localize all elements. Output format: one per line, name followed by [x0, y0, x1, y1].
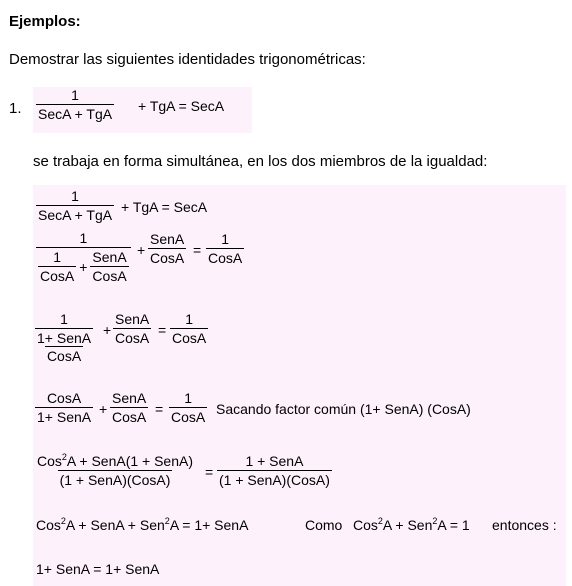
denominator: CosA [208, 250, 243, 266]
denominator: CosA [115, 330, 150, 346]
identity-fraction [36, 87, 114, 122]
denominator: CosA [172, 330, 207, 346]
equals-sign: = [158, 322, 167, 338]
numerator: 1 [79, 230, 88, 246]
exponent: 2 [432, 516, 438, 526]
numerator: SenA [115, 311, 150, 327]
step6-equation [36, 517, 248, 533]
exponent: 2 [61, 452, 67, 462]
denominator: 1+ SenA [37, 409, 92, 425]
equals-sign: = [205, 464, 214, 480]
denominator: SecA + TgA [38, 106, 113, 122]
sen-term: A + Sen [382, 517, 433, 533]
pythagorean-identity [353, 517, 470, 533]
inner-fraction [90, 249, 128, 284]
numerator: 1 [71, 188, 79, 204]
inner-numerator: 1 [53, 249, 62, 265]
denominator: (1 + SenA)(CosA) [59, 472, 171, 488]
numerator: SenA [112, 390, 147, 406]
numerator: SenA [150, 231, 185, 247]
cos-term: Cos [36, 517, 61, 533]
step1-fraction [36, 188, 114, 223]
exponent: 2 [377, 516, 383, 526]
equals-sign: = [193, 242, 202, 258]
common-factor-note: Sacando factor común (1+ SenA) (CosA) [216, 401, 471, 417]
denominator: CosA [112, 409, 147, 425]
identity-tail: + TgA = SecA [138, 98, 225, 114]
exponent: 2 [164, 516, 170, 526]
intro-text: Demostrar las siguientes identidades trigonométricas: [9, 51, 366, 68]
plus-sign: + [103, 322, 112, 338]
step3-fraction-b [113, 311, 151, 346]
cos-term: Cos [37, 453, 62, 469]
numerator: 1 [185, 311, 194, 327]
equals-sign: = [155, 401, 164, 417]
step5-fraction-right [217, 453, 332, 488]
numerator-rest: A + SenA(1 + SenA) [66, 453, 194, 469]
step4-fraction-a [35, 390, 93, 425]
inner-denominator: CosA [92, 268, 127, 284]
numerator: 1 + SenA [245, 453, 304, 469]
step4-fraction-b [110, 390, 148, 425]
denominator: (1 + SenA)(CosA) [219, 472, 330, 488]
step5-fraction-left [35, 453, 195, 488]
denominator: CosA [150, 250, 185, 266]
final-equation: 1+ SenA = 1+ SenA [36, 561, 160, 577]
exponent: 2 [60, 516, 66, 526]
identity-result: A = 1 [437, 517, 470, 533]
middle-term: 1+ SenA [37, 330, 92, 346]
middle-terms: A + SenA + Sen [65, 517, 165, 533]
step2-fraction-b [148, 231, 186, 266]
plus-sign: + [99, 401, 108, 417]
inner-numerator: SenA [92, 249, 127, 265]
plus-sign: + [137, 242, 146, 258]
result-term: A = 1+ SenA [169, 517, 249, 533]
step2-fraction-c [206, 231, 244, 266]
step3-fraction-c [170, 311, 208, 346]
item-number: 1. [9, 100, 22, 117]
step3-complex-fraction [35, 311, 93, 364]
numerator: 1 [60, 311, 68, 327]
numerator: 1 [221, 231, 230, 247]
numerator: 1 [71, 87, 79, 103]
denominator: CosA [171, 409, 206, 425]
numerator: 1 [184, 390, 193, 406]
step4-fraction-c [169, 390, 207, 425]
numerator: CosA [46, 390, 82, 406]
inner-denominator: CosA [40, 268, 75, 284]
step2-complex-fraction [36, 230, 131, 284]
cos-term: Cos [353, 517, 378, 533]
inner-fraction [38, 249, 76, 284]
numerator [35, 453, 195, 470]
method-description: se trabaja en forma simultánea, en los dos miembros de la igualdad: [33, 153, 488, 170]
denominator [36, 247, 131, 284]
denominator: CosA [46, 348, 82, 364]
como-label: Como [305, 517, 343, 533]
plus-sign: + [79, 258, 88, 275]
entonces-label: entonces : [492, 517, 557, 533]
heading: Ejemplos: [9, 13, 81, 30]
step1-tail: + TgA = SecA [121, 199, 208, 215]
denominator: SecA + TgA [38, 207, 113, 223]
